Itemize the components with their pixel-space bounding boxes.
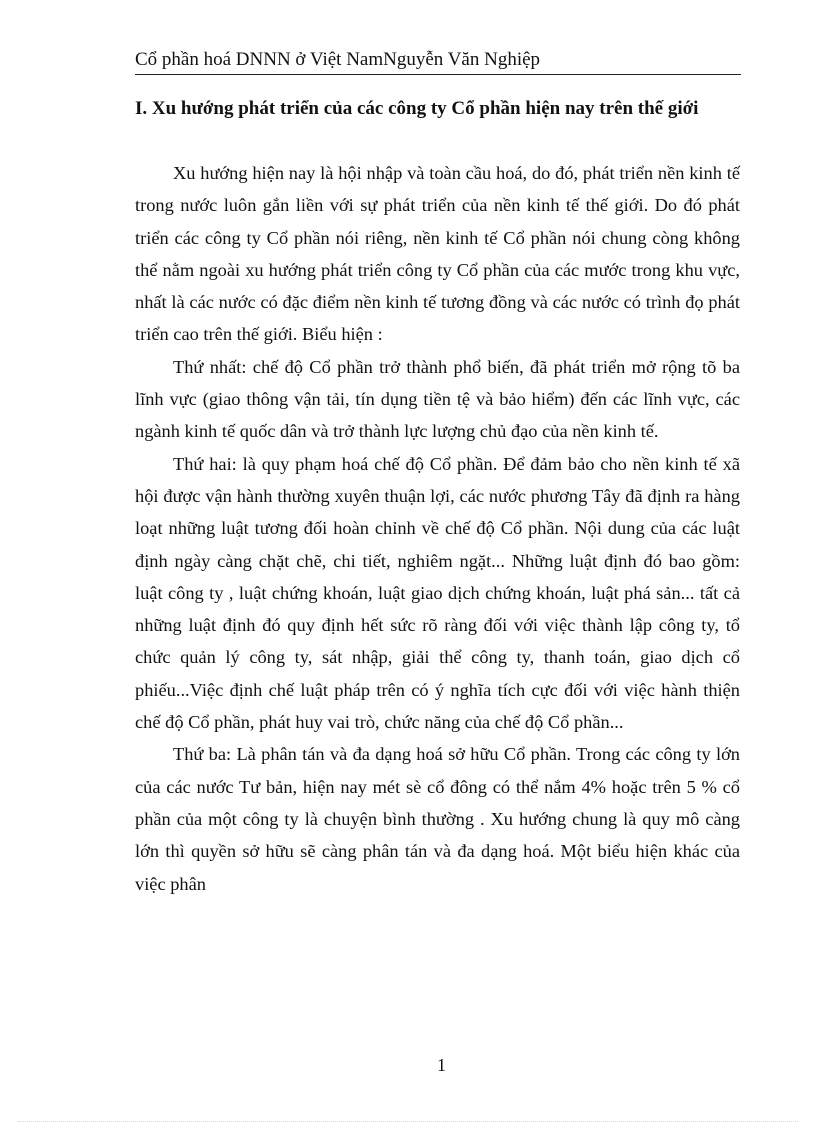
paragraph-intro: Xu hướng hiện nay là hội nhập và toàn cầu hoá, do đó, phát triển nền kinh tế trong nước luôn gắn liền với sự phát triển của nền kinh tế thế giới. Do đó phát triển các công ty Cổ phần nói riêng, nền kinh tế Cổ phần nói chung còng không thể nằm ngoài xu hướng phát triển công ty Cổ phần của các mước trong khu vực, nhất là các nước có đặc điểm nền kinh tế tương đồng và các nước có trình đọ phát triển cao trên thế giới. Biểu hiện : [135,163,740,345]
paragraph-first-point: Thứ nhất: chế độ Cổ phần trở thành phổ biến, đã phát triển mở rộng tõ ba lĩnh vực (giao thông vận tải, tín dụng tiền tệ và bảo hiểm) đến các lĩnh vực, các ngành kinh tế quốc dân và trở thành lực lượng chủ đạo của nền kinh tế. [135,356,740,442]
body-text [135,157,740,900]
page-header: Cổ phần hoá DNNN ở Việt NamNguyễn Văn Nghiệp [135,46,741,75]
page-number: 1 [437,1055,446,1075]
paragraph-third-point: Thứ ba: Là phân tán và đa dạng hoá sở hữu Cổ phần. Trong các công ty lớn của các nước Tư bản, hiện nay mét sè cổ đông có thể nắm 4% hoặc trên 5 % cổ phần của một công ty là chuyện bình thường . Xu hướng chung là quy mô càng lớn thì quyền sở hữu sẽ càng phân tán và đa dạng hoá. Một biểu hiện khác của việc phân [135,744,740,894]
page-bottom-edge [18,1121,798,1122]
paragraph-second-point: Thứ hai: là quy phạm hoá chế độ Cổ phần. Để đảm bảo cho nền kinh tế xã hội được vận hành thường xuyên thuận lợi, các nước phương Tây đã định ra hàng loạt những luật tương đối hoàn chỉnh về chế độ Cổ phần. Nội dung của các luật định ngày càng chặt chẽ, chi tiết, nghiêm ngặt... Những luật định đó bao gồm: luật công ty , luật chứng khoán, luật giao dịch chứng khoán, luật phá sản... tất cả những luật định đó quy định hết sức rõ ràng đối với việc thành lập công ty, tổ chức quản lý công ty, sát nhập, giải thể công ty, thanh toán, giao dịch cổ phiếu...Việc định chế luật pháp trên có ý nghĩa tích cực đối với việc hành thiện chế độ Cổ phần, phát huy vai trò, chức năng của chế độ Cổ phần... [135,453,740,733]
section-heading: I. Xu hướng phát triển của các công ty Cổ phần hiện nay trên thế giới [135,98,699,119]
